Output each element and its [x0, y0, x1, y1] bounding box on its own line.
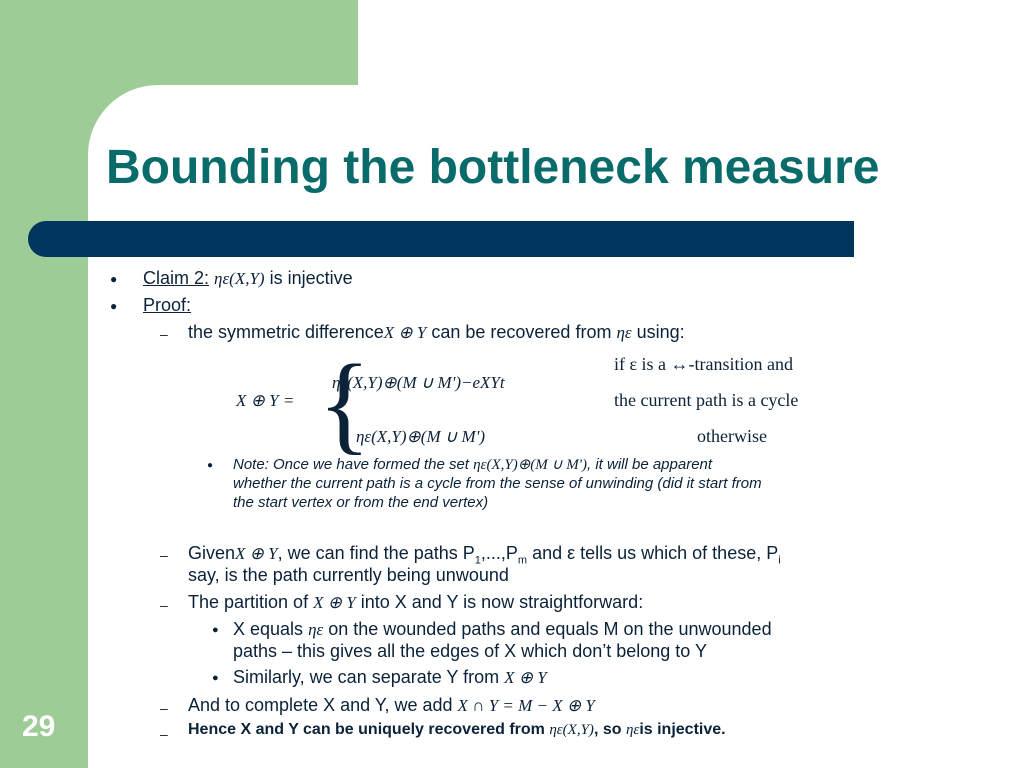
symdiff-mid: can be recovered from: [431, 322, 612, 342]
bullet-icon: ●: [207, 460, 214, 471]
note-line1-post: , it will be apparent: [586, 456, 713, 473]
given-math: X ⊕ Y: [235, 544, 278, 563]
symdiff-line: [188, 322, 685, 343]
note-line1: [233, 455, 712, 474]
symdiff-pre: the symmetric difference: [188, 322, 384, 342]
given-subm: m: [517, 554, 528, 567]
dash-icon: –: [160, 726, 168, 742]
claim-math: ηε(X,Y): [214, 269, 265, 288]
xequals-line1: [233, 619, 772, 640]
hence-mid: , so: [593, 721, 622, 738]
hence-pre: Hence X and Y can be uniquely recovered from: [188, 721, 545, 738]
similarly-pre: Similarly, we can separate Y from: [233, 667, 500, 687]
xequals-post: on the wounded paths and equals M on the unwounded: [328, 619, 772, 639]
dash-icon: –: [160, 326, 168, 342]
dash-icon: –: [160, 547, 168, 563]
complete-math: X ∩ Y = M − X ⊕ Y: [457, 696, 595, 715]
eq-lhs: [236, 390, 294, 411]
eq-case2-expr-text: ηε(X,Y)⊕(M ∪ M'): [356, 427, 486, 446]
symdiff-post: using:: [636, 322, 685, 342]
given-line2: say, is the path currently being unwound: [188, 565, 509, 585]
partition-line: [188, 592, 643, 613]
hence-line: [188, 721, 726, 739]
title-underline-bar: [28, 221, 854, 257]
note-line1-pre: Note: Once we have formed the set: [233, 456, 469, 473]
dash-icon: –: [160, 700, 168, 716]
similarly-line: [233, 667, 547, 688]
xequals-line2: paths – this gives all the edges of X which don’t belong to Y: [233, 641, 707, 661]
hence-post: is injective.: [639, 721, 726, 738]
symdiff-math: X ⊕ Y: [383, 323, 427, 342]
eq-lhs-text: X ⊕ Y =: [236, 391, 295, 410]
partition-pre: The partition of: [188, 592, 309, 612]
xequals-pre: X equals: [233, 619, 304, 639]
eq-case2-cond-text: otherwise: [697, 426, 767, 446]
proof-label: [143, 295, 191, 316]
symdiff-math2: ηε: [616, 323, 632, 342]
eq-case1-cond-a-text: if ε is a ↔-transition and: [614, 354, 794, 374]
bullet-icon: ●: [110, 272, 118, 286]
eq-case2-cond: [697, 426, 767, 447]
given-post: and ε tells us which of these, P: [527, 543, 779, 563]
bullet-icon: ●: [212, 624, 219, 636]
given-sub1: 1: [474, 554, 481, 567]
complete-pre: And to complete X and Y, we add: [188, 695, 453, 715]
left-sidebar: [0, 0, 88, 768]
claim-text: is injective: [269, 268, 353, 288]
eq-case1-expr-text: ηε(X,Y)⊕(M ∪ M')−eXYt: [332, 373, 505, 392]
page-number: 29: [22, 710, 56, 743]
eq-case2-expr: [356, 426, 485, 447]
bullet-icon: ●: [110, 299, 118, 313]
partition-math: X ⊕ Y: [313, 593, 356, 612]
note-line2: whether the current path is a cycle from the sense of unwinding (did it start from: [233, 475, 762, 492]
complete-line: [188, 695, 595, 716]
bullet-icon: ●: [212, 672, 219, 684]
slide-title: Bounding the bottleneck measure: [106, 141, 880, 194]
hence-math2: ηε: [625, 722, 640, 738]
dash-icon: –: [160, 597, 168, 613]
proof-label-text: Proof:: [143, 295, 192, 315]
claim-line: [143, 268, 353, 289]
eq-case1-cond-a: [614, 354, 793, 375]
claim-label: Claim 2:: [143, 268, 210, 288]
given-line1: [188, 543, 781, 567]
partition-post: into X and Y is now straightforward:: [360, 592, 644, 612]
given-subi: i: [778, 554, 781, 567]
hence-math: ηε(X,Y): [549, 722, 594, 738]
eq-case1-cond-b: [614, 390, 798, 411]
given-dots: ,...,P: [480, 543, 518, 563]
xequals-math: ηε: [308, 620, 324, 639]
similarly-math: X ⊕ Y: [504, 668, 547, 687]
note-line3: the start vertex or from the end vertex): [233, 494, 489, 511]
eq-case1-cond-b-text: the current path is a cycle: [614, 390, 799, 410]
given-pre: Given: [188, 543, 236, 563]
brace-icon: {: [318, 342, 371, 464]
eq-case1-expr: [332, 372, 505, 393]
top-band: [88, 0, 358, 85]
given-mid: , we can find the paths P: [277, 543, 475, 563]
note-line1-math: ηε(X,Y)⊕(M ∪ M'): [473, 457, 587, 473]
